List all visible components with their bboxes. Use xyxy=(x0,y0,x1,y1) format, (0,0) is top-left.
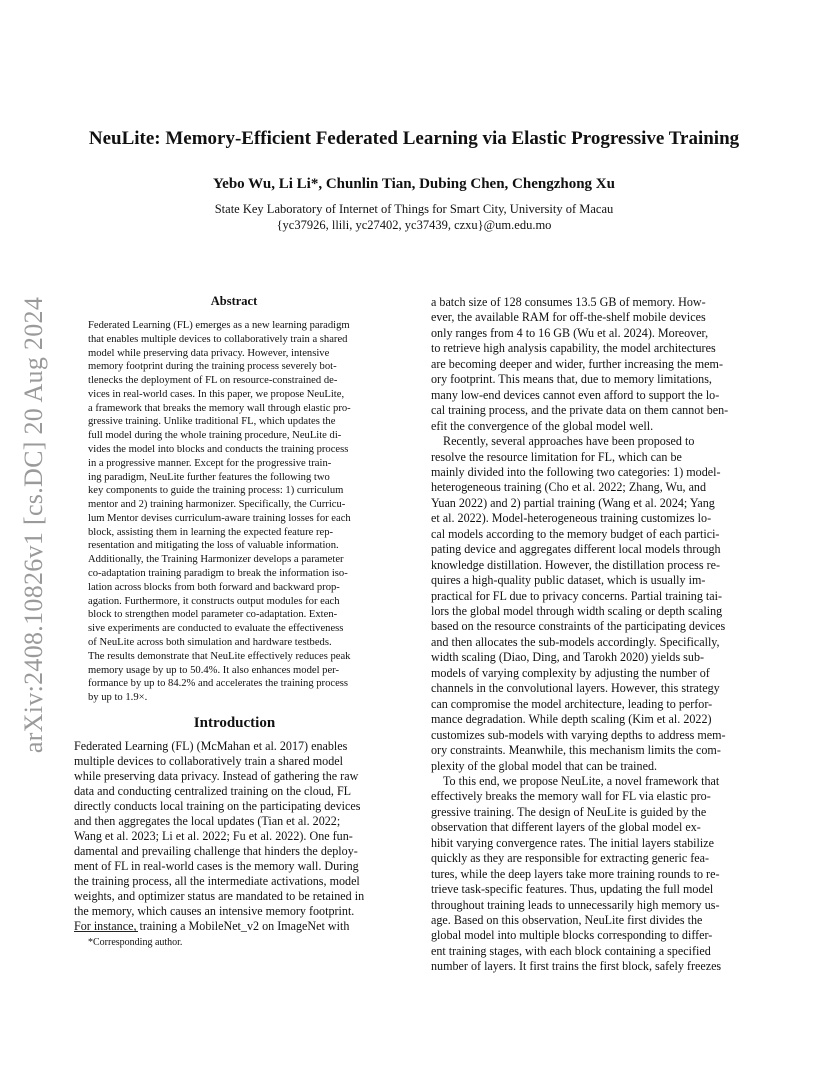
author-names: Yebo Wu, Li Li*, Chunlin Tian, Dubing Chen, Chengzhong Xu xyxy=(213,176,615,192)
footnote: *Corresponding author. xyxy=(88,937,183,948)
right-column-line: number of layers. It first trains the first block, safely freezes xyxy=(431,959,722,974)
abstract-line: co-adaptation training paradigm to break the information iso- xyxy=(88,568,348,580)
abstract-line: full model during the whole training procedure, NeuLite di- xyxy=(88,430,342,442)
right-column-line: quires a high-quality public dataset, which is usually im- xyxy=(431,573,706,588)
right-column-line: ent training stages, with each block containing a specified xyxy=(431,943,711,958)
right-column-line: can compromise the model architecture, leading to perfor- xyxy=(431,696,713,711)
abstract-line: Additionally, the Training Harmonizer develops a parameter xyxy=(88,554,344,566)
introduction-line: weights, and optimizer status are mandated to be retained in xyxy=(74,889,365,903)
introduction-line: directly conducts local training on the participating devices xyxy=(74,799,361,813)
right-column-line: heterogeneous training (Cho et al. 2022; Zhang, Wu, and xyxy=(431,480,707,495)
abstract-line: by up to 1.9×. xyxy=(88,692,148,704)
right-column-line: cal training process, and the private data on them cannot ben- xyxy=(431,403,729,418)
abstract-line: sive experiments are conducted to evaluate the effectiveness xyxy=(88,623,344,635)
introduction-line: the training process, all the intermediate activations, model xyxy=(74,874,360,888)
abstract-line: lum Mentor devises curriculum-aware training losses for each xyxy=(88,512,351,524)
abstract-line: vides the model into blocks and conducts the training process xyxy=(88,444,349,456)
abstract-line: The results demonstrate that NeuLite effectively reduces peak xyxy=(88,650,351,662)
right-column-line: pating device and aggregates different local models through xyxy=(431,542,721,557)
affiliation-line: State Key Laboratory of Internet of Things for Smart City, University of Macau xyxy=(214,202,614,216)
right-column-line: only ranges from 4 to 16 GB (Wu et al. 2024). Moreover, xyxy=(431,325,709,340)
right-column-line: a batch size of 128 consumes 13.5 GB of memory. How- xyxy=(431,295,706,309)
right-column-line: and then allocates the sub-models accordingly. Specifically, xyxy=(431,634,720,649)
right-column-line: throughout training leads to unnecessarily high memory us- xyxy=(431,897,720,912)
introduction-line: while preserving data privacy. Instead of gathering the raw xyxy=(74,769,359,783)
abstract-line: key components to guide the training process: 1) curriculum xyxy=(88,485,344,497)
right-column-line: effectively breaks the memory wall for FL via elastic pro- xyxy=(431,789,711,804)
abstract-line: vices in real-world cases. In this paper, we propose NeuLite, xyxy=(88,388,345,400)
introduction-line: multiple devices to collaboratively train a shared model xyxy=(74,754,343,768)
abstract-line: model while preserving data privacy. However, intensive xyxy=(88,347,330,359)
introduction-heading: Introduction xyxy=(193,715,276,731)
right-column-line: to retrieve high analysis capability, the model architectures xyxy=(431,341,716,356)
author-list xyxy=(60,176,768,193)
right-column-line: et al. 2022). Model-heterogeneous training customizes lo- xyxy=(431,511,712,526)
right-column-line: Recently, several approaches have been proposed to xyxy=(443,434,695,449)
right-column-line: hibit varying convergence rates. The initial layers stabilize xyxy=(431,835,714,850)
introduction-line: the memory, which causes an intensive memory footprint. xyxy=(74,904,355,918)
right-column-line: knowledge distillation. However, the distillation process re- xyxy=(431,557,721,572)
abstract-line: a framework that breaks the memory wall through elastic pro- xyxy=(88,402,351,414)
right-column-line: channels in the convolutional layers. However, this strategy xyxy=(431,681,720,696)
arxiv-identifier xyxy=(16,285,52,765)
abstract-line: block to strengthen model parameter co-adaptation. Exten- xyxy=(88,609,338,621)
right-column-line: ory footprint. This means that, due to memory limitations, xyxy=(431,372,712,387)
introduction-line: Wang et al. 2023; Li et al. 2022; Fu et al. 2022). One fun- xyxy=(74,829,353,843)
right-column-line: based on the resource constraints of the participating devices xyxy=(431,619,726,634)
right-column-line: age. Based on this observation, NeuLite first divides the xyxy=(431,913,703,927)
abstract-line: that enables multiple devices to collaboratively train a shared xyxy=(88,333,348,345)
right-column-line: plexity of the global model that can be trained. xyxy=(431,758,658,773)
affiliation-block xyxy=(60,201,768,233)
right-column-line: tures, while the deep layers take more training rounds to re- xyxy=(431,866,720,881)
right-column-line: gressive training. The design of NeuLite is guided by the xyxy=(431,804,707,819)
right-column-line: trieve task-specific features. Thus, updating the full model xyxy=(431,882,714,897)
right-column-line: quickly as they are responsible for extracting generic fea- xyxy=(431,851,710,866)
introduction-line: ment of FL in real-world cases is the memory wall. During xyxy=(74,859,359,873)
introduction-line: and then aggregates the local updates (Tian et al. 2022; xyxy=(74,814,341,828)
right-column-line: resolve the resource limitation for FL, which can be xyxy=(431,449,682,464)
right-column-line: practical for FL due to privacy concerns. Partial training tai- xyxy=(431,588,723,603)
right-column-line: are becoming deeper and wider, further increasing the mem- xyxy=(431,356,723,371)
right-column-line: Yuan 2022) and 2) partial training (Wang et al. 2024; Yang xyxy=(431,495,715,510)
right-column-line: ory constraints. Meanwhile, this mechanism limits the com- xyxy=(431,743,721,758)
right-column-line: customizes sub-models with varying depths to address mem- xyxy=(431,727,726,742)
introduction-line: data and conducting centralized training on the cloud, FL xyxy=(74,784,352,798)
abstract-line: tlenecks the deployment of FL on resource-constrained de- xyxy=(88,375,338,387)
abstract-line: mentor and 2) training harmonizer. Specifically, the Curricu- xyxy=(88,499,346,511)
abstract-heading: Abstract xyxy=(210,294,258,308)
right-column-line: observation that different layers of the global model ex- xyxy=(431,820,701,835)
abstract-line: in a progressive manner. Except for the progressive train- xyxy=(88,457,332,469)
paper-title: NeuLite: Memory-Efficient Federated Learning via Elastic Progressive Training xyxy=(88,128,740,149)
right-column-line: models of varying complexity by adjusting the number of xyxy=(431,665,710,680)
abstract-line: block, assisting them in learning the expected feature rep- xyxy=(88,526,334,538)
abstract-line: gressive training. Unlike traditional FL, which updates the xyxy=(88,416,336,428)
right-column-line: ever, the available RAM for off-the-shelf mobile devices xyxy=(431,310,706,325)
right-column-line: width scaling (Diao, Ding, and Tarokh 2020) yields sub- xyxy=(431,650,705,665)
right-column-line: To this end, we propose NeuLite, a novel framework that xyxy=(443,773,720,788)
footnote-rule xyxy=(74,931,138,932)
abstract-line: formance by up to 84.2% and accelerates the training process xyxy=(88,678,349,690)
abstract-line: agation. Furthermore, it constructs output modules for each xyxy=(88,595,340,607)
right-column-line: many low-end devices cannot even afford to support the lo- xyxy=(431,387,720,402)
introduction-line: damental and prevailing challenge that hinders the deploy- xyxy=(74,844,358,858)
abstract-line: resentation and mitigating the loss of valuable information. xyxy=(88,540,339,552)
abstract-line: memory usage by up to 50.4%. It also enhances model per- xyxy=(88,664,340,676)
arxiv-identifier-text: arXiv:2408.10826v1 [cs.DC] 20 Aug 2024 xyxy=(19,296,48,754)
right-column-line: cal models according to the memory budget of each partici- xyxy=(431,526,720,541)
right-column-line: mainly divided into the following two categories: 1) model- xyxy=(431,464,721,479)
right-column-line: mance degradation. While depth scaling (Kim et al. 2022) xyxy=(431,712,712,727)
author-emails: {yc37926, llili, yc27402, yc37439, czxu}@um.edu.mo xyxy=(276,218,552,232)
right-column-line: lors the global model through width scaling or depth scaling xyxy=(431,604,723,618)
abstract-line: ing paradigm, NeuLite further features the following two xyxy=(88,471,330,483)
abstract-line: of NeuLite across both simulation and hardware testbeds. xyxy=(88,636,332,648)
right-column-line: efit the convergence of the global model well. xyxy=(431,418,654,433)
right-column-line: global model into multiple blocks corresponding to differ- xyxy=(431,928,713,943)
abstract-line: lation across blocks from both forward and backward prop- xyxy=(88,581,340,593)
introduction-line: Federated Learning (FL) (McMahan et al. 2017) enables xyxy=(74,739,348,753)
abstract-line: Federated Learning (FL) emerges as a new learning paradigm xyxy=(88,320,350,331)
abstract-line: memory footprint during the training process severely bot- xyxy=(88,361,337,373)
introduction-line: For instance, training a MobileNet_v2 on ImageNet with xyxy=(74,919,350,933)
